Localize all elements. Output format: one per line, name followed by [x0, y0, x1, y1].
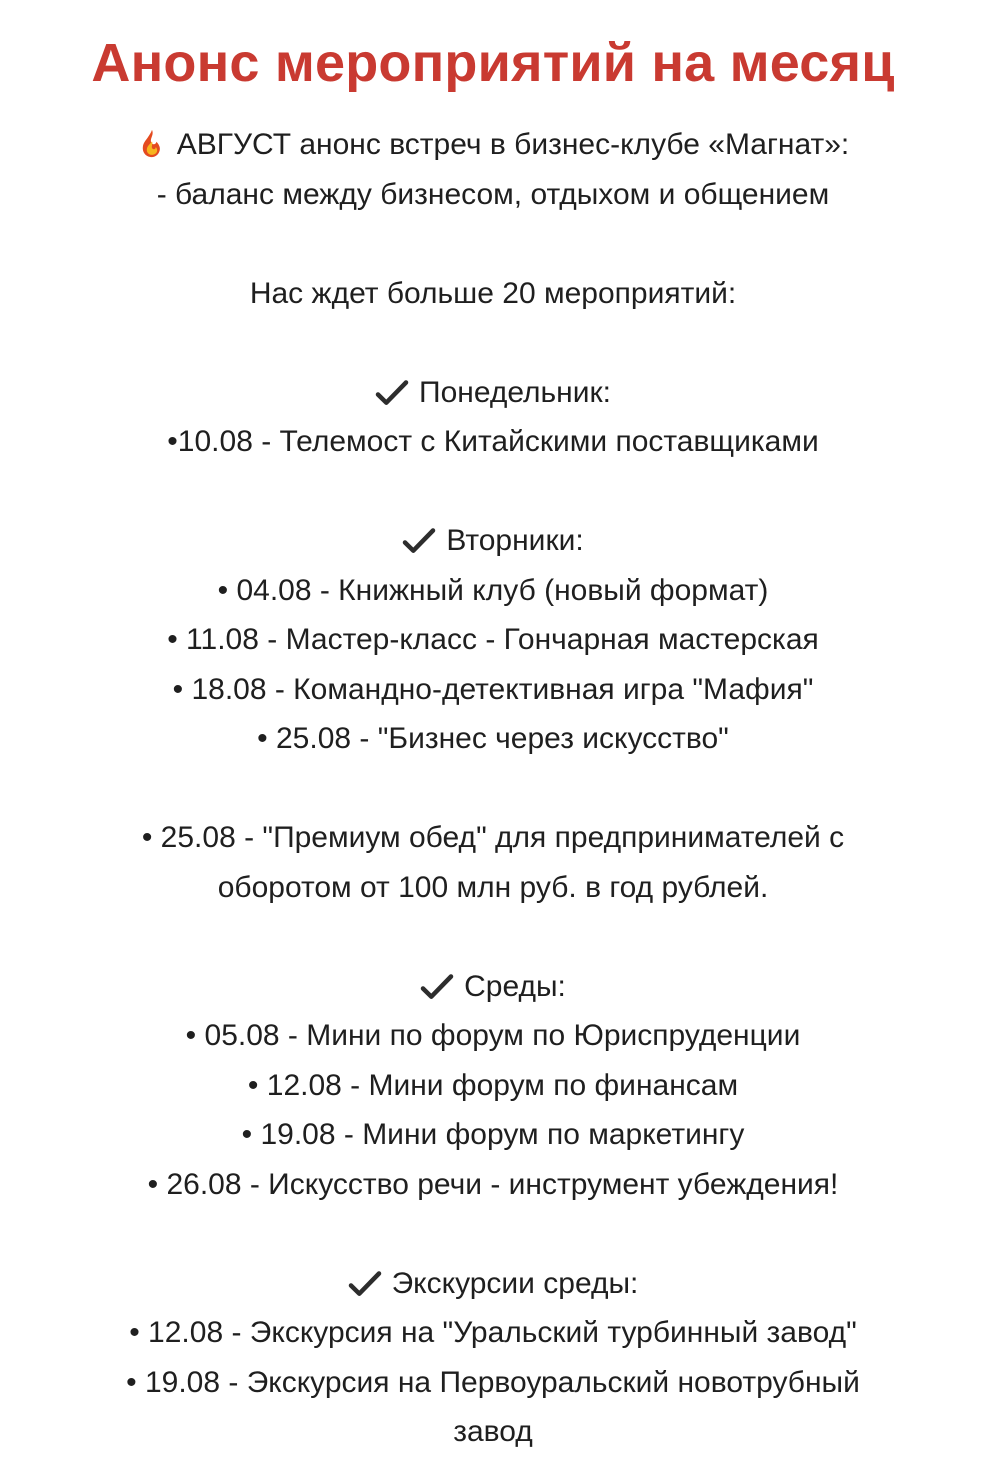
- excursion-event-continuation: завод: [453, 1415, 533, 1448]
- wednesday-event: • 12.08 - Мини форум по финансам: [247, 1068, 739, 1102]
- checkmark-icon: [402, 526, 436, 556]
- wednesday-event: • 26.08 - Искусство речи - инструмент убеждения!: [147, 1167, 839, 1201]
- announcement-text: [0, 120, 986, 1457]
- spacer: [0, 467, 986, 517]
- wednesday-heading: [0, 962, 986, 1012]
- spacer: [0, 764, 986, 814]
- page-title: Анонс мероприятий на месяц: [91, 33, 895, 93]
- tuesday-event: • 18.08 - Командно-детективная игра "Мафия": [172, 672, 814, 706]
- intro-line-2: - баланс между бизнесом, отдыхом и общением: [156, 177, 830, 211]
- fire-icon: [137, 128, 167, 158]
- excursions-heading: [0, 1259, 986, 1309]
- intro-line: [0, 120, 986, 170]
- monday-heading-label: Понедельник:: [419, 375, 611, 409]
- tuesday-event: • 04.08 - Книжный клуб (новый формат): [217, 573, 769, 607]
- wednesday-event: • 19.08 - Мини форум по маркетингу: [241, 1118, 745, 1151]
- monday-event: •10.08 - Телемост с Китайскими поставщиками: [167, 425, 819, 458]
- wednesday-heading-label: Среды:: [464, 969, 566, 1003]
- tuesday-heading: [0, 516, 986, 566]
- spacer: [0, 1209, 986, 1259]
- monday-heading: [0, 368, 986, 418]
- summary-line: Нас ждет больше 20 мероприятий:: [249, 276, 737, 310]
- intro-line-1: АВГУСТ анонс встреч в бизнес-клубе «Магнат»:: [176, 128, 850, 161]
- checkmark-icon: [420, 972, 454, 1002]
- excursions-heading-label: Экскурсии среды:: [391, 1266, 639, 1300]
- tuesday-heading-label: Вторники:: [446, 524, 584, 557]
- excursion-event: • 19.08 - Экскурсия на Первоуральский новотрубный: [126, 1365, 860, 1399]
- wednesday-event: • 05.08 - Мини по форум по Юриспруденции: [185, 1019, 801, 1052]
- checkmark-icon: [375, 378, 409, 408]
- spacer: [0, 912, 986, 962]
- premium-lunch-line-2: оборотом от 100 млн руб. в год рублей.: [217, 870, 769, 904]
- excursion-event: • 12.08 - Экскурсия на "Уральский турбинный завод": [129, 1316, 857, 1349]
- premium-lunch-line-1: • 25.08 - "Премиум обед" для предпринимателей с: [141, 821, 845, 854]
- spacer: [0, 219, 986, 269]
- tuesday-event: • 25.08 - "Бизнес через искусство": [257, 722, 729, 755]
- tuesday-event: • 11.08 - Мастер-класс - Гончарная мастерская: [167, 623, 819, 656]
- checkmark-icon: [348, 1269, 382, 1299]
- spacer: [0, 318, 986, 368]
